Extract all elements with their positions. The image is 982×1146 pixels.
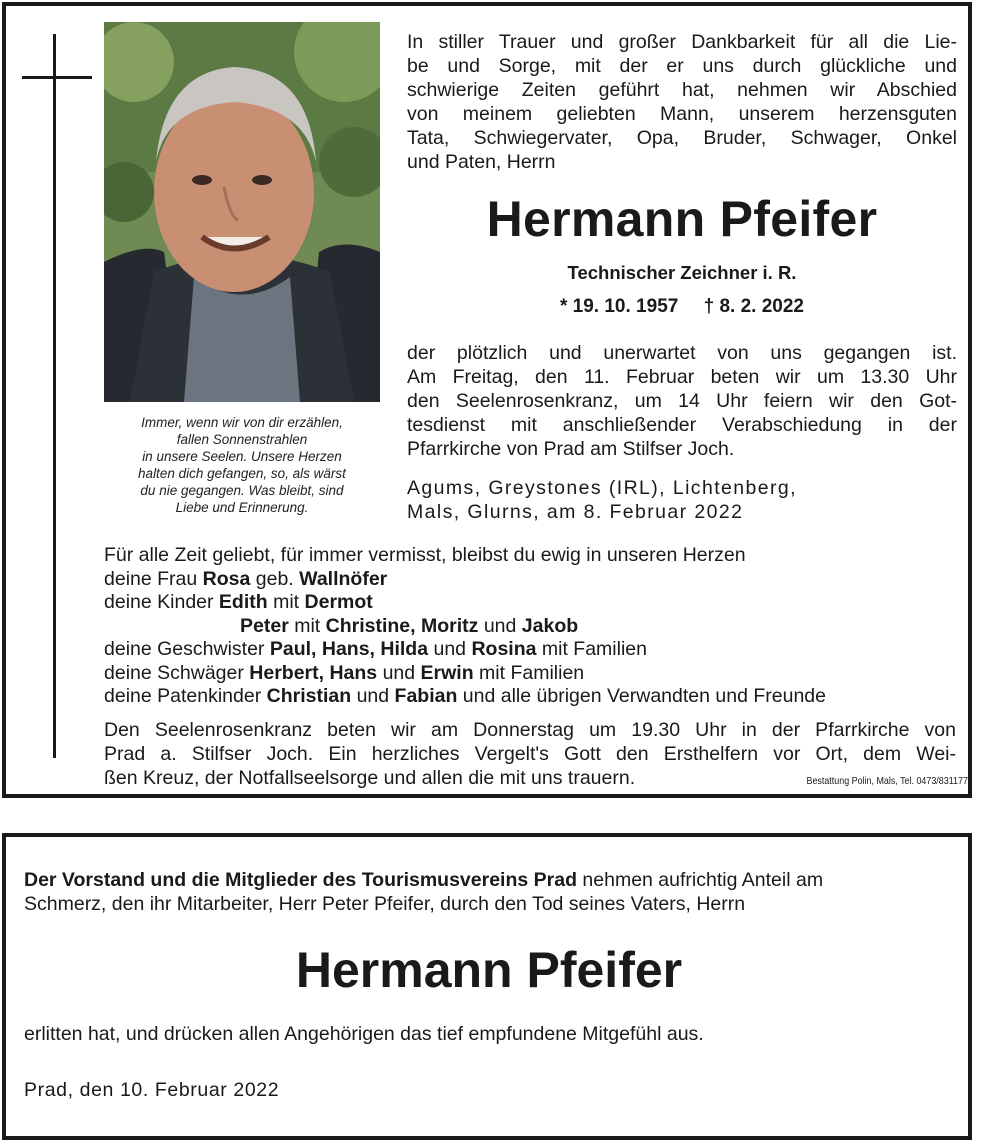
quote-line: Immer, wenn wir von dir erzählen, bbox=[141, 415, 343, 430]
condolence-paragraph bbox=[24, 868, 954, 916]
condolence-line: Der Vorstand und die Mitglieder des Tourismusvereins Prad nehmen aufrichtig Anteil am bbox=[24, 869, 824, 891]
rosary-line: Den Seelenrosenkranz beten wir am Donnerstag um 19.30 Uhr in der Pfarrkirche von bbox=[104, 719, 956, 741]
intro-line: schwierige Zeiten geführt hat, nehmen wir Abschied bbox=[407, 79, 957, 101]
rosary-line: ßen Kreuz, der Notfallseelsorge und allen die mit uns trauern. bbox=[104, 767, 636, 789]
body-line: der plötzlich und unerwartet von uns gegangen ist. bbox=[407, 342, 957, 364]
survivor-godchildren: deine Patenkinder Christian und Fabian und alle übrigen Verwandten und Freunde bbox=[104, 685, 826, 707]
death-date: † 8. 2. 2022 bbox=[703, 296, 804, 317]
survivor-siblings: deine Geschwister Paul, Hans, Hilda und Rosina mit Familien bbox=[104, 638, 647, 660]
condolence-closing: erlitten hat, und drücken allen Angehörigen das tief empfundene Mitgefühl aus. bbox=[24, 1023, 704, 1045]
survivor-in-laws: deine Schwäger Herbert, Hans und Erwin mit Familien bbox=[104, 661, 585, 684]
place-line: Mals, Glurns, am 8. Februar 2022 bbox=[407, 501, 744, 523]
survivors-opening: Für alle Zeit geliebt, für immer vermisst, bleibst du ewig in unseren Herzen bbox=[104, 544, 746, 566]
condolence-deceased-name: Hermann Pfeifer bbox=[295, 942, 683, 998]
intro-line: In stiller Trauer und großer Dankbarkeit für all die Lie- bbox=[407, 31, 957, 53]
intro-paragraph bbox=[407, 30, 957, 174]
intro-line: und Paten, Herrn bbox=[407, 151, 556, 173]
deceased-name: Hermann Pfeifer bbox=[486, 191, 878, 247]
rosary-line: Prad a. Stilfser Joch. Ein herzliches Vergelt's Gott den Ersthelfern vor Ort, dem Wei- bbox=[104, 743, 956, 765]
quote-line: halten dich gefangen, so, als wärst bbox=[138, 466, 346, 481]
body-line: Pfarrkirche von Prad am Stilfser Joch. bbox=[407, 438, 735, 460]
survivors-list bbox=[104, 544, 964, 709]
condolence-sender: Der Vorstand und die Mitglieder des Tourismusvereins Prad bbox=[24, 869, 577, 891]
body-line: Am Freitag, den 11. Februar beten wir um 13.30 Uhr bbox=[407, 366, 957, 388]
birth-date: * 19. 10. 1957 bbox=[560, 296, 679, 317]
body-line: den Seelenrosenkranz, um 14 Uhr feiern wir den Got- bbox=[407, 390, 957, 412]
funeral-home-credit: Bestattung Polin, Mals, Tel. 0473/831177 bbox=[806, 775, 968, 787]
memorial-quote bbox=[104, 414, 380, 516]
profession: Technischer Zeichner i. R. bbox=[567, 262, 797, 283]
condolence-line: Schmerz, den ihr Mitarbeiter, Herr Peter Pfeifer, durch den Tod seines Vaters, Herrn bbox=[24, 893, 746, 915]
quote-line: du nie gegangen. Was bleibt, sind bbox=[140, 483, 344, 498]
survivor-children: deine Kinder Edith mit Dermot bbox=[104, 591, 373, 613]
intro-line: von meinem geliebten Mann, unserem herzensguten bbox=[407, 103, 957, 125]
quote-line: Liebe und Erinnerung. bbox=[175, 500, 309, 515]
portrait-photo bbox=[104, 22, 380, 402]
quote-line: fallen Sonnenstrahlen bbox=[176, 432, 308, 447]
body-line: tesdienst mit anschließender Verabschiedung in der bbox=[407, 414, 957, 436]
place-date bbox=[407, 476, 907, 524]
quote-line: in unsere Seelen. Unsere Herzen bbox=[142, 449, 342, 464]
survivor-children-2: Peter mit Christine, Moritz und Jakob bbox=[240, 614, 579, 637]
place-line: Agums, Greystones (IRL), Lichtenberg, bbox=[407, 477, 797, 499]
intro-line: Tata, Schwiegervater, Opa, Bruder, Schwager, Onkel bbox=[407, 127, 957, 149]
condolence-place-date: Prad, den 10. Februar 2022 bbox=[24, 1079, 280, 1101]
cross-icon-bar bbox=[22, 76, 92, 79]
cross-icon bbox=[53, 34, 56, 758]
intro-line: be und Sorge, mit der er uns durch glückliche und bbox=[407, 55, 957, 77]
life-dates bbox=[407, 296, 957, 318]
survivor-wife: deine Frau Rosa geb. Wallnöfer bbox=[104, 567, 388, 590]
service-paragraph bbox=[407, 341, 957, 461]
